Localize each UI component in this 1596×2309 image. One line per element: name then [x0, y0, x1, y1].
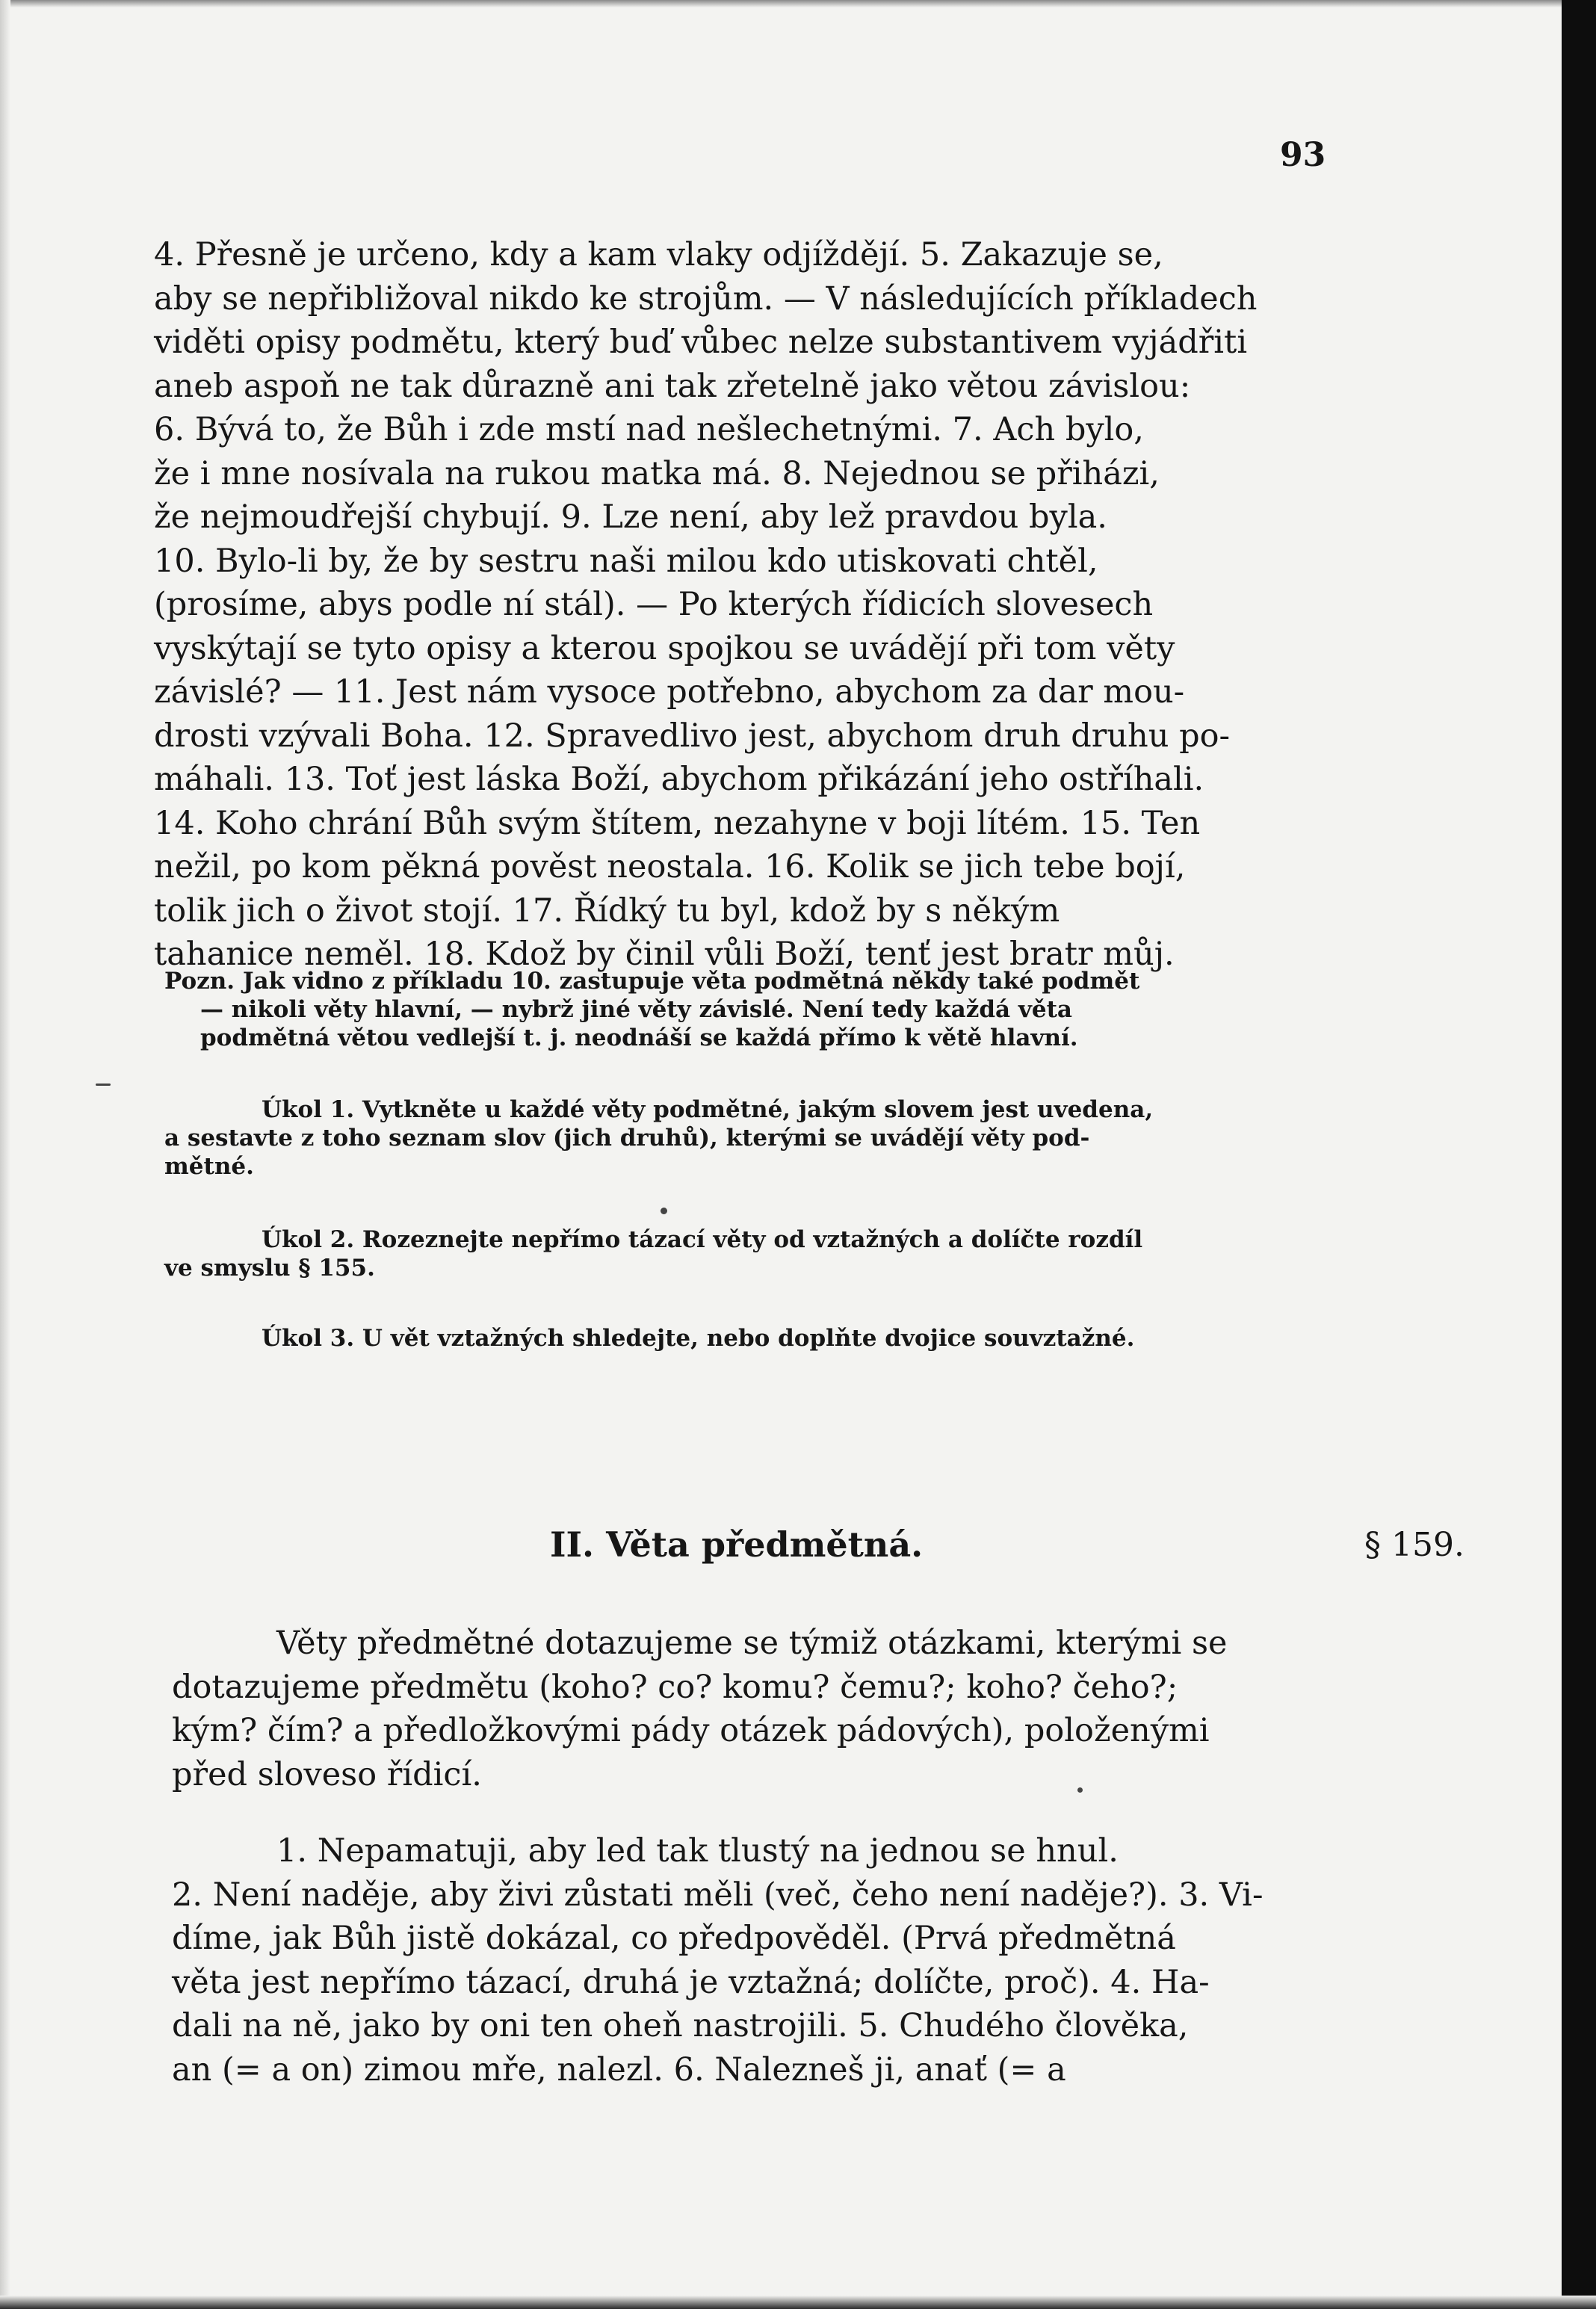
main-line: 6. Bývá to, že Bůh i zde mstí nad nešlechetnými. 7. Ach bylo,: [154, 411, 1144, 448]
example-line: věta jest nepřímo tázací, druhá je vztažná; dolíčte, proč). 4. Ha-: [172, 1963, 1210, 2001]
scan-edge-bottom: [0, 2296, 1596, 2309]
main-line: aby se nepřibližoval nikdo ke strojům. — V následujících příkladech: [154, 279, 1258, 318]
predmetna-line: dotazujeme předmětu (koho? co? komu? čemu?; koho? čeho?;: [172, 1668, 1178, 1706]
example-line: an (= a on) zimou mře, nalezl. 6. Nalezneš ji, anať (= a: [172, 2050, 1066, 2089]
scan-edge-left: [0, 0, 10, 2309]
scan-edge-right: [1562, 0, 1596, 2309]
ukol-3-line: Úkol 3. U vět vztažných shledejte, nebo doplňte dvojice souvztažné.: [262, 1325, 1135, 1352]
ukol-1-line: mětné.: [164, 1153, 254, 1180]
ukol-3-note: [262, 1324, 1134, 1353]
main-line: tolik jich o život stojí. 17. Řídký tu byl, kdož by s někým: [154, 891, 1060, 930]
ukol-2-note: [164, 1225, 1142, 1282]
main-line: viděti opisy podmětu, který buď vůbec nelze substantivem vyjádřiti: [154, 324, 1248, 361]
main-line: že nejmoudřejší chybují. 9. Lze není, aby lež pravdou byla.: [154, 498, 1107, 536]
main-line: nežil, po kom pěkná pověst neostala. 16. Kolik se jich tebe bojí,: [154, 848, 1186, 885]
main-line: tahanice neměl. 18. Kdož by činil vůli Boží, tenť jest bratr můj.: [154, 936, 1175, 973]
example-line: 1. Nepamatuji, aby led tak tlustý na jednou se hnul.: [276, 1832, 1119, 1870]
predmetna-paragraph: [172, 1622, 1352, 1796]
scan-speck: [96, 1084, 111, 1086]
ukol-1-line: Úkol 1. Vytkněte u každé věty podmětné, jakým slovem jest uvedena,: [262, 1096, 1154, 1123]
pozn-line: podmětná větou vedlejší t. j. neodnáší se každá přímo k větě hlavní.: [200, 1024, 1078, 1051]
scan-speck: [1077, 1787, 1083, 1793]
example-line: 2. Není naděje, aby živi zůstati měli (več, čeho není naděje?). 3. Vi-: [172, 1876, 1264, 1914]
main-line: 4. Přesně je určeno, kdy a kam vlaky odjíždějí. 5. Zakazuje se,: [154, 236, 1163, 273]
predmetna-line: kým? čím? a předložkovými pády otázek pádových), položenými: [172, 1712, 1210, 1749]
section-number: § 159.: [1364, 1526, 1464, 1564]
main-line: aneb aspoň ne tak důrazně ani tak zřetelně jako větou závislou:: [154, 367, 1191, 405]
main-line: 10. Bylo-li by, že by sestru naši milou kdo utiskovati chtěl,: [154, 542, 1098, 580]
section-title: II. Věta předmětná.: [550, 1524, 924, 1565]
main-line: máhali. 13. Toť jest láska Boží, abychom přikázání jeho ostříhali.: [154, 761, 1204, 798]
page-number: 93: [1280, 136, 1326, 174]
main-line: že i mne nosívala na rukou matka má. 8. Nejednou se přiházi,: [154, 454, 1160, 492]
example-line: díme, jak Bůh jistě dokázal, co předpověděl. (Prvá předmětná: [172, 1920, 1176, 1957]
pozn-line: Pozn. Jak vidno z příkladu 10. zastupuje věta podmětná někdy také podmět: [164, 968, 1140, 995]
pozn-note: [164, 967, 1139, 1052]
ukol-1-line: a sestavte z toho seznam slov (jich druhů), kterými se uvádějí věty pod-: [164, 1125, 1090, 1152]
main-paragraph: [154, 233, 1334, 977]
scan-edge-top: [0, 0, 1596, 7]
ukol-2-line: Úkol 2. Rozeznejte nepřímo tázací věty od vztažných a dolíčte rozdíl: [262, 1226, 1143, 1253]
ukol-2-line: ve smyslu § 155.: [164, 1255, 375, 1282]
pozn-line: — nikoli věty hlavní, — nybrž jiné věty závislé. Není tedy každá věta: [200, 996, 1073, 1023]
main-line: (prosíme, abys podle ní stál). — Po kterých řídicích slovesech: [154, 586, 1154, 623]
main-line: závislé? — 11. Jest nám vysoce potřebno, abychom za dar mou-: [154, 673, 1185, 711]
predmetna-line: Věty předmětné dotazujeme se týmiž otázkami, kterými se: [276, 1625, 1228, 1662]
ukol-1-note: [164, 1095, 1153, 1181]
predmetna-line: před sloveso řídicí.: [172, 1755, 482, 1793]
scan-speck: [661, 1208, 667, 1214]
examples-paragraph: [172, 1829, 1352, 2092]
main-line: 14. Koho chrání Bůh svým štítem, nezahyne v boji lítém. 15. Ten: [154, 804, 1201, 842]
example-line: dali na ně, jako by oni ten oheň nastrojili. 5. Chudého člověka,: [172, 2007, 1189, 2044]
main-line: vyskýtají se tyto opisy a kterou spojkou se uvádějí při tom věty: [154, 629, 1175, 667]
main-line: drosti vzývali Boha. 12. Spravedlivo jest, abychom druh druhu po-: [154, 717, 1231, 755]
